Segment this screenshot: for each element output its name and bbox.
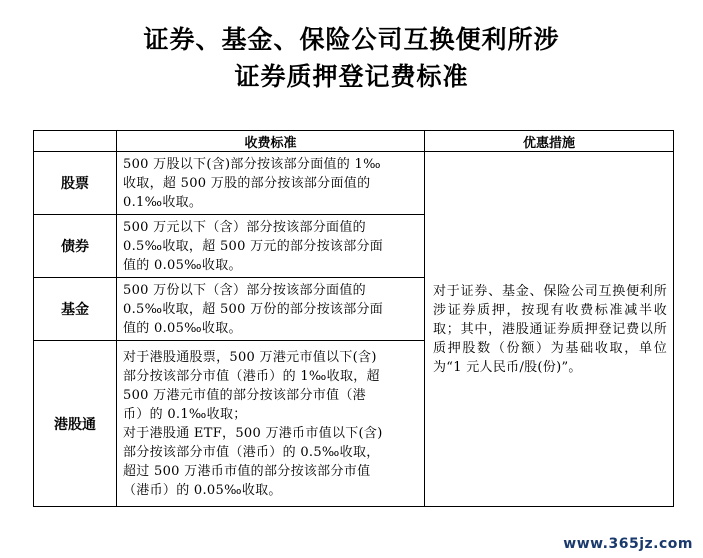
fee-line: 500 万股以下(含)部分按该部分面值的 1‰ xyxy=(123,156,381,172)
fee-line: 对于港股通 ETF，500 万港币市值以下(含) xyxy=(123,425,383,441)
preferential-measures-text: 对于证券、基金、保险公司互换便利所涉证券质押，按现有收费标准减半收取；其中，港股通证券质押登记费以所质押股数（份额）为基础收取，单位为“1 元人民币/股(份)”。 xyxy=(425,152,674,507)
fee-text-southbound xyxy=(117,341,425,507)
row-label-stocks: 股票 xyxy=(34,152,117,215)
fee-text-funds xyxy=(117,278,425,341)
header-category xyxy=(34,131,117,152)
fee-text-stocks xyxy=(117,152,425,215)
fee-line: 部分按该部分市值（港币）的 1‰收取，超 xyxy=(123,368,380,384)
document-title-line-1: 证券、基金、保险公司互换便利所涉 xyxy=(143,25,560,54)
fee-standard-table xyxy=(33,130,674,507)
fee-line: 0.5‰收取，超 500 万元的部分按该部分面 xyxy=(123,238,384,254)
header-preferential-measures: 优惠措施 xyxy=(425,131,674,152)
fee-line: 收取，超 500 万股的部分按该部分面值的 xyxy=(123,175,371,191)
fee-line: 500 万港元市值的部分按该部分市值（港 xyxy=(123,387,366,403)
fee-line: 500 万份以下（含）部分按该部分面值的 xyxy=(123,282,366,298)
fee-line: 超过 500 万港币市值的部分按该部分市值 xyxy=(123,463,371,479)
fee-line: 值的 0.05‰收取。 xyxy=(123,257,242,273)
fee-line: 对于港股通股票，500 万港元市值以下(含) xyxy=(123,349,377,365)
site-watermark: www.365jz.com xyxy=(563,536,693,552)
fee-line: 部分按该部分市值（港币）的 0.5‰收取， xyxy=(123,444,380,460)
row-label-bonds: 债券 xyxy=(34,215,117,278)
row-label-southbound: 港股通 xyxy=(34,341,117,507)
fee-line: 0.1‰收取。 xyxy=(123,194,203,210)
fee-line: （港币）的 0.05‰收取。 xyxy=(123,482,282,498)
document-title-line-2: 证券质押登记费标准 xyxy=(234,62,469,91)
table-header-row xyxy=(34,131,674,152)
fee-line: 0.5‰收取，超 500 万份的部分按该部分面 xyxy=(123,301,384,317)
header-fee-standard: 收费标准 xyxy=(117,131,425,152)
table-row-stocks xyxy=(34,152,674,215)
fee-line: 500 万元以下（含）部分按该部分面值的 xyxy=(123,219,366,235)
row-label-funds: 基金 xyxy=(34,278,117,341)
fee-line: 币）的 0.1‰收取； xyxy=(123,406,247,422)
fee-line: 值的 0.05‰收取。 xyxy=(123,320,242,336)
fee-text-bonds xyxy=(117,215,425,278)
